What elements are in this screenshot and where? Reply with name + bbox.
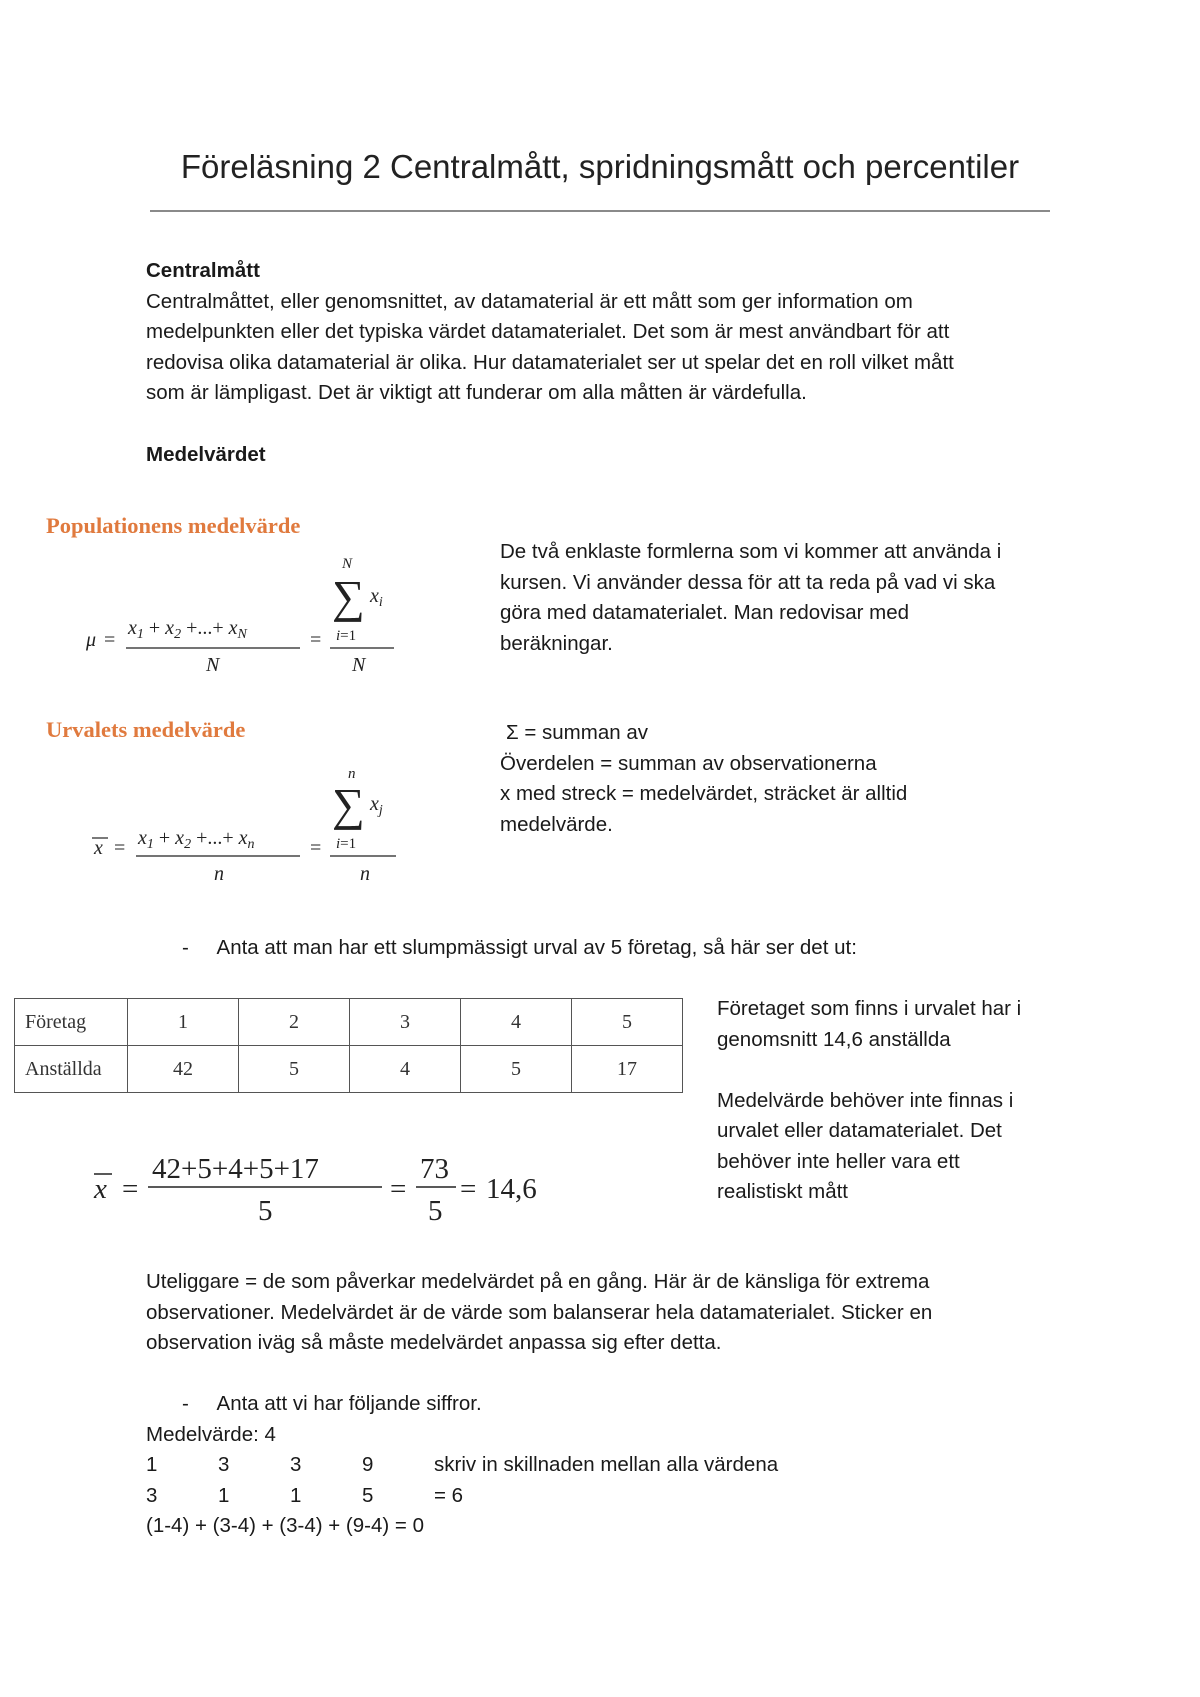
calc-mid-numerator: 73 <box>420 1153 449 1185</box>
table-row <box>15 1046 683 1093</box>
centralmatt-heading: Centralmått <box>146 259 260 282</box>
side-note-line: realistiskt mått <box>717 1180 848 1203</box>
table-cell: 2 <box>239 999 350 1046</box>
svg-text:∑: ∑ <box>332 779 365 830</box>
svg-text:=: = <box>310 837 322 859</box>
outliers-line: Uteliggare = de som påverkar medelvärdet på en gång. Här är de känsliga för extrema <box>146 1270 930 1293</box>
side-note-line: genomsnitt 14,6 anställda <box>717 1027 951 1051</box>
svg-text:N: N <box>352 654 366 676</box>
table-cell: 1 <box>128 999 239 1046</box>
side-note-line: Företaget som finns i urvalet har i <box>717 997 1022 1020</box>
svg-text:x: x <box>94 837 103 859</box>
svg-text:xj: $x_j$ <box>370 793 383 818</box>
table-cell: 5 <box>572 999 683 1046</box>
svg-text:=: = <box>104 629 116 651</box>
centralmatt-line: som är lämpligast. Det är viktigt att funderar om alla måtten är värdefulla. <box>146 381 807 404</box>
number-cell: 1 <box>146 1453 158 1476</box>
svg-text:n: n <box>214 863 224 885</box>
notation-line: Överdelen = summan av observationerna <box>500 751 877 775</box>
number-cell: 1 <box>290 1483 302 1507</box>
bullet-dash: - <box>182 1392 189 1415</box>
svg-text:xi: $x_i$ <box>370 585 383 610</box>
numbers-row-2 <box>146 1481 1066 1512</box>
table-cell: 5 <box>239 1046 350 1093</box>
table-row <box>15 999 683 1046</box>
sample-mean-label: Urvalets medelvärde <box>46 717 246 742</box>
table-cell: 5 <box>461 1046 572 1093</box>
description-line: göra med datamaterialet. Man redovisar med <box>500 601 910 624</box>
number-cell: 3 <box>218 1453 230 1476</box>
notation-line: x med streck = medelvärdet, sträcket är alltid <box>500 782 908 805</box>
example2-section <box>146 1389 1066 1542</box>
svg-text:=: = <box>310 629 322 651</box>
medelvardet-heading: Medelvärdet <box>146 443 266 466</box>
table-cell-label: Anställda <box>15 1046 128 1093</box>
table-cell: 17 <box>572 1046 683 1093</box>
description-line: kursen. Vi använder dessa för att ta reda på vad vi ska <box>500 570 996 594</box>
svg-text:=: = <box>122 1173 139 1205</box>
outliers-paragraph <box>146 1267 1066 1359</box>
bullet-text: Anta att man har ett slumpmässigt urval av 5 företag, så här ser det ut: <box>216 936 857 959</box>
sample-mean-formula <box>86 760 416 890</box>
table-cell-label: Företag <box>15 999 128 1046</box>
svg-text:=: = <box>460 1173 477 1205</box>
mean-line: Medelvärde: 4 <box>146 1422 276 1446</box>
population-mean-formula <box>80 550 410 680</box>
bullet-dash: - <box>182 936 189 959</box>
table-cell: 4 <box>461 999 572 1046</box>
side-note-line: Medelvärde behöver inte finnas i <box>717 1088 1014 1112</box>
svg-text:i=1: i=1 <box>336 628 357 644</box>
svg-text:N: N <box>206 654 220 676</box>
company-table <box>14 998 683 1093</box>
notation-line: medelvärde. <box>500 812 613 836</box>
description-line: beräkningar. <box>500 631 613 655</box>
row-note: = 6 <box>434 1483 464 1507</box>
svg-text:=: = <box>390 1173 407 1205</box>
svg-text:x: x <box>94 1173 107 1205</box>
svg-text:n: n <box>348 766 356 782</box>
bullet-text: Anta att vi har följande siffror. <box>216 1392 482 1415</box>
number-cell: 5 <box>362 1483 374 1507</box>
calc-mid-denominator: 5 <box>428 1195 443 1227</box>
svg-text:=: = <box>114 837 126 859</box>
side-note-line: urvalet eller datamaterialet. Det <box>717 1119 1002 1142</box>
number-cell: 3 <box>146 1483 158 1507</box>
table-cell: 3 <box>350 999 461 1046</box>
svg-text:N: N <box>342 556 353 572</box>
svg-text:i=1: i=1 <box>336 836 357 852</box>
notation-line: Σ = summan av <box>506 721 648 744</box>
outliers-line: observation iväg så måste medelvärdet anpassa sig efter detta. <box>146 1331 722 1354</box>
centralmatt-line: redovisa olika datamaterial är olika. Hur datamaterialet ser ut spelar det en roll vilket mått <box>146 350 954 374</box>
svg-text:n: n <box>360 863 370 885</box>
title-divider <box>150 210 1050 212</box>
description-line: De två enklaste formlerna som vi kommer att använda i <box>500 540 1002 563</box>
sum-line: (1-4) + (3-4) + (3-4) + (9-4) = 0 <box>146 1514 424 1537</box>
svg-text:x1 + x2 +...+ xn: $x_1 + x_2$ +...+ $x_n$ <box>138 827 255 852</box>
svg-text:x1 + x2 +...+ xN: $x_1 + x_2$ +...+ $x_N$ <box>128 617 247 642</box>
example-bullet <box>182 933 1082 964</box>
notation-notes <box>500 718 1100 840</box>
centralmatt-section <box>146 256 1066 409</box>
calc-denominator: 5 <box>258 1195 273 1227</box>
number-cell: 3 <box>290 1453 302 1476</box>
calc-numerator: 42+5+4+5+17 <box>152 1153 319 1185</box>
svg-text:μ: μ <box>86 629 97 651</box>
population-mean-label: Populationens medelvärde <box>46 513 301 538</box>
row-note: skriv in skillnaden mellan alla värdena <box>434 1453 779 1476</box>
centralmatt-line: Centralmåttet, eller genomsnittet, av datamaterial är ett mått som ger information om <box>146 289 913 313</box>
outliers-line: observationer. Medelvärdet är de värde som balanserar hela datamaterialet. Sticker en <box>146 1300 933 1324</box>
mean-calculation <box>90 1140 570 1240</box>
svg-text:∑: ∑ <box>332 571 365 622</box>
side-note-line: behöver inte heller vara ett <box>717 1149 960 1173</box>
number-cell: 1 <box>218 1483 230 1507</box>
table-cell: 42 <box>128 1046 239 1093</box>
numbers-row-1 <box>146 1450 1066 1481</box>
calc-result: 14,6 <box>486 1173 537 1205</box>
table-side-notes <box>717 994 1077 1208</box>
number-cell: 9 <box>362 1453 374 1476</box>
example2-bullet <box>146 1389 1066 1420</box>
table-cell: 4 <box>350 1046 461 1093</box>
formula-description <box>500 537 1080 659</box>
page-title: Föreläsning 2 Centralmått, spridningsmått och percentiler <box>180 148 1020 185</box>
centralmatt-line: medelpunkten eller det typiska värdet datamaterialet. Det som är mest användbart för att <box>146 320 950 343</box>
